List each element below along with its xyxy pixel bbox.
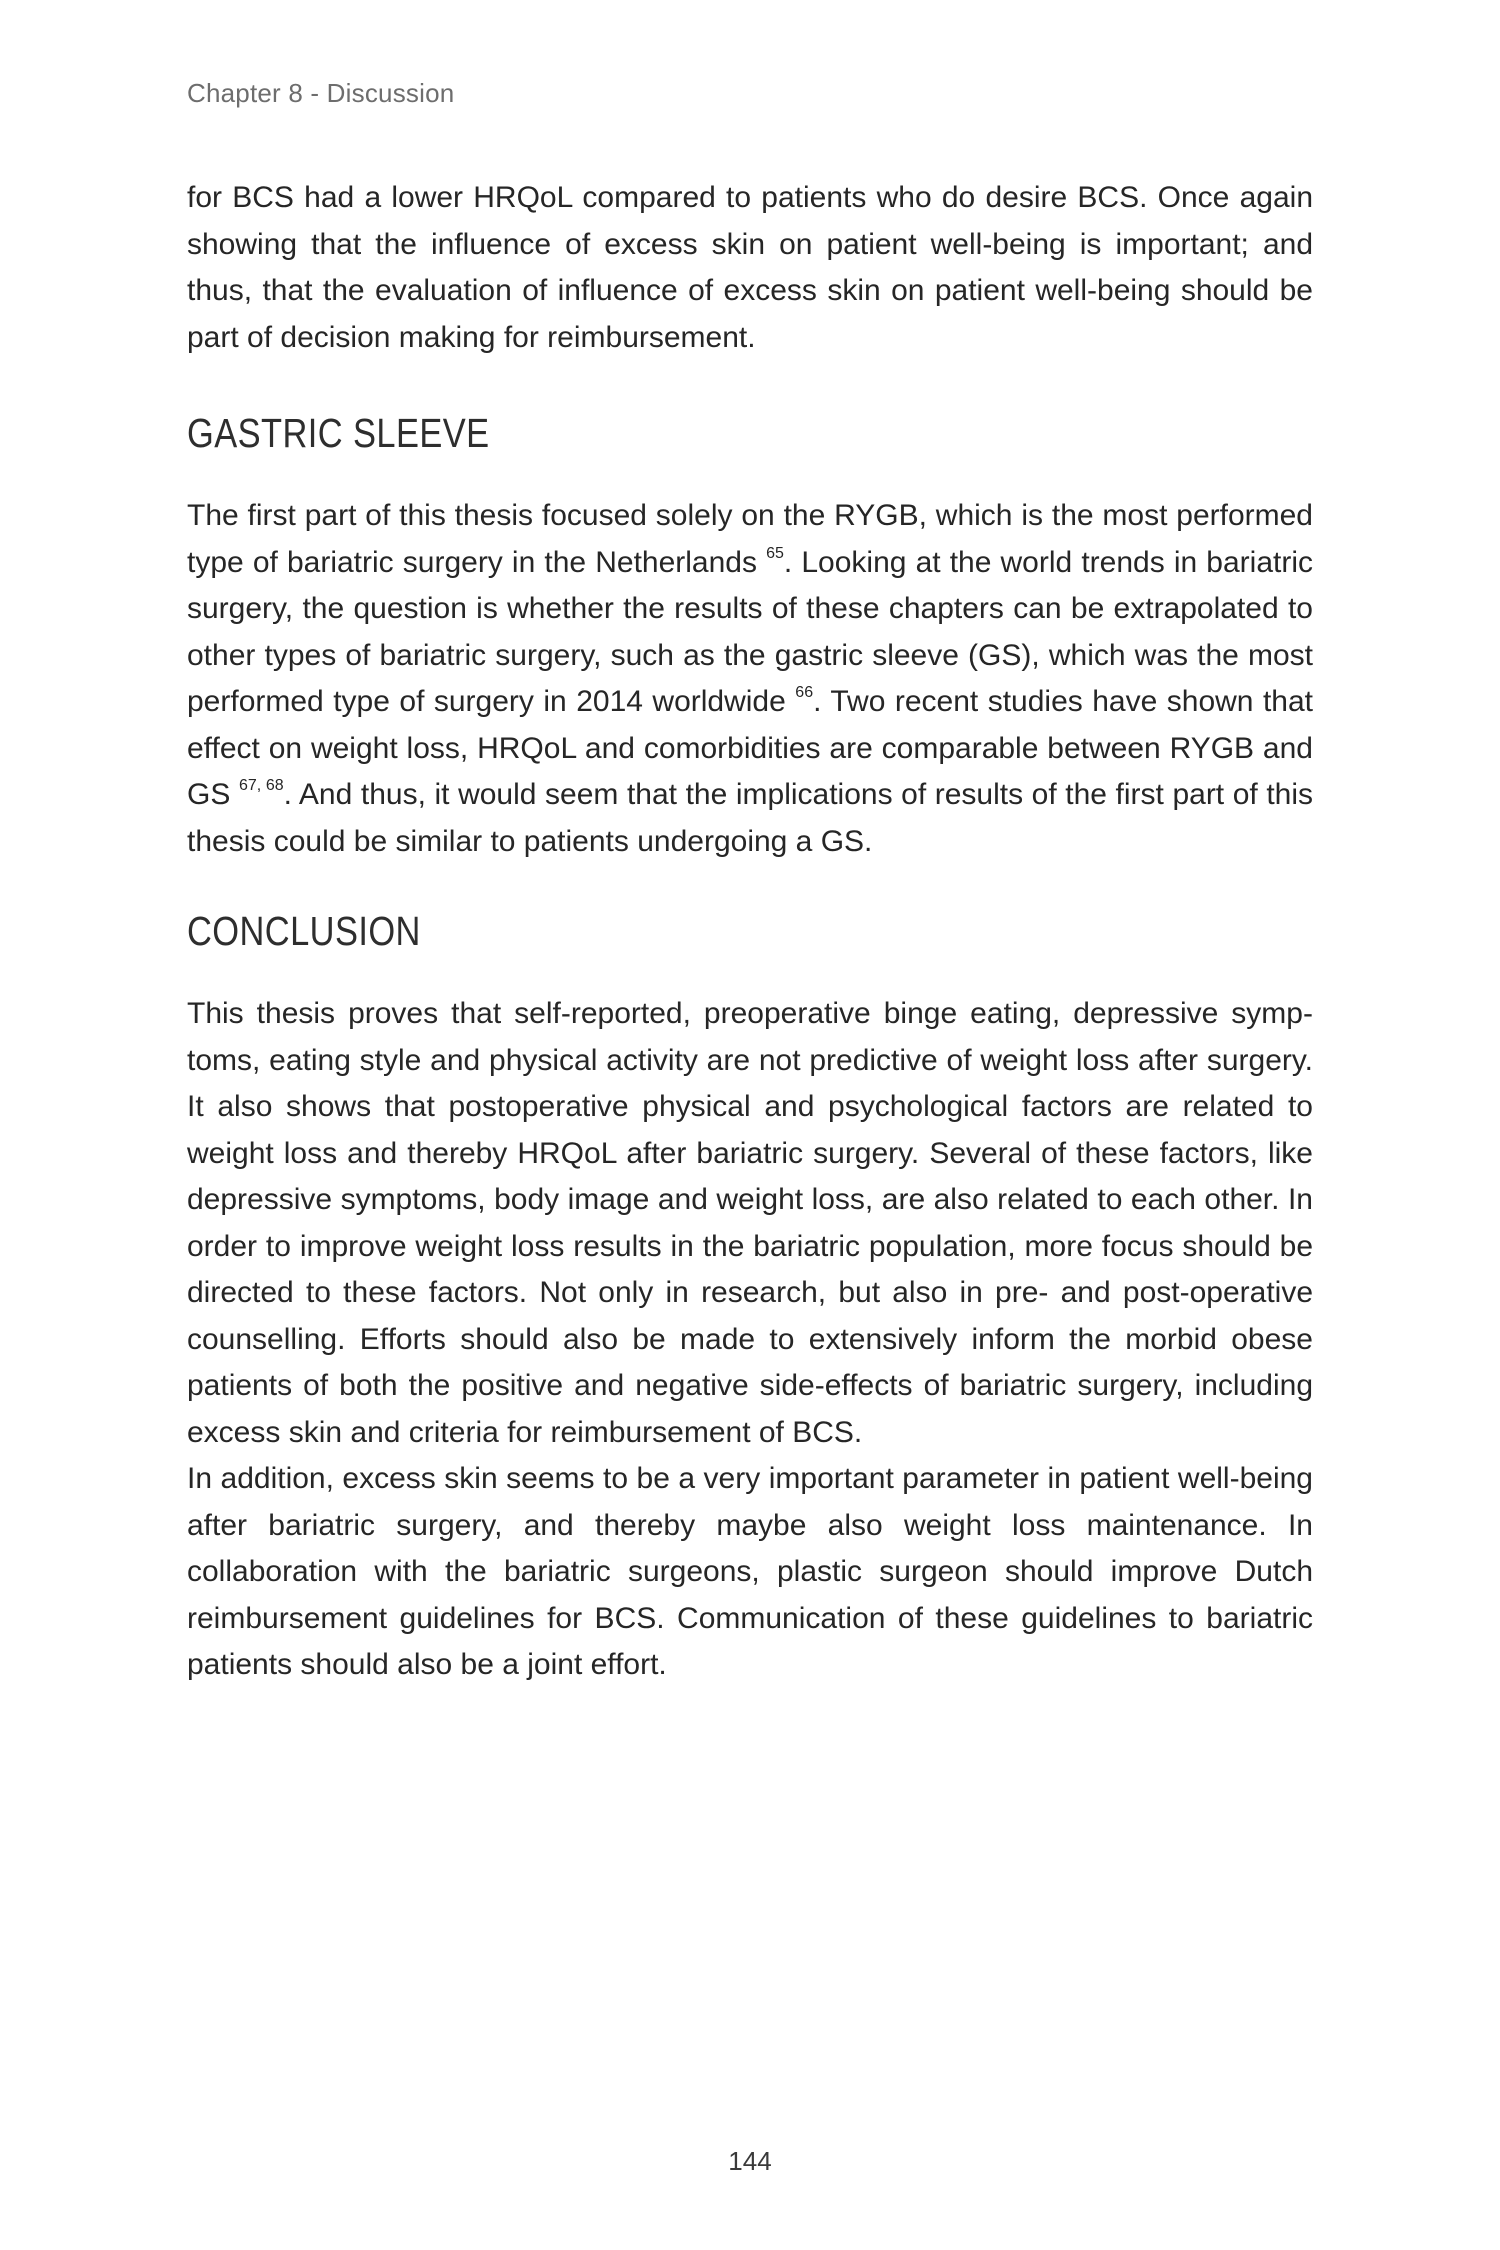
gastric-sleeve-text-1: The first part of this thesis focused solely on the RYGB, which is the most performed type of bariatric surgery in the Netherlands bbox=[187, 499, 1313, 579]
conclusion-paragraph-2: In addition, excess skin seems to be a very important parameter in patient well-being after bariatric surgery, and thereby maybe also weight loss maintenance. In collaboration with the bariatric surgeons, plastic surgeon should improve Dutch reimbursement guidelines for BCS. Communication of these guidelines to bariatric patients should also be a joint effort. bbox=[187, 1462, 1313, 1681]
page-number: 144 bbox=[728, 2146, 772, 2176]
running-header: Chapter 8 - Discussion bbox=[187, 78, 455, 108]
gastric-sleeve-paragraph bbox=[187, 493, 1313, 865]
reference-66: 66 bbox=[795, 684, 814, 701]
gastric-sleeve-heading: GASTRIC SLEEVE bbox=[187, 410, 490, 456]
intro-paragraph: for BCS had a lower HRQoL compared to patients who do desire BCS. Once again showing that the influence of excess skin on patient well-being is important; and thus, that the evaluation of influence of excess skin on patient well-being should be part of decision making for reimbursement. bbox=[187, 181, 1313, 354]
reference-67-68: 67, 68 bbox=[238, 777, 284, 794]
reference-65: 65 bbox=[766, 544, 784, 562]
gastric-sleeve-text-3: . Two recent studies have shown that effect on weight loss, HRQoL and comorbidities are comparable between RYGB and GS bbox=[187, 685, 1313, 811]
gastric-sleeve-text-2: . Looking at the world trends in bariatric surgery, the question is whether the results of these chapters can be extrapolated to other types of bariatric surgery, such as the gastric sleeve (GS), which was the most performed type of surgery in 2014 worldwide bbox=[187, 545, 1313, 718]
conclusion-heading: CONCLUSION bbox=[187, 908, 421, 954]
conclusion-paragraph-1: This thesis proves that self-reported, preoperative binge eating, depressive symptoms, eating style and physical activity are not predictive of weight loss after surgery. It also shows that postoperative physical and psychological factors are related to weight loss and thereby HRQoL after bariatric surgery. Several of these factors, like depressive symptoms, body image and weight loss, are also related to each other. In order to improve weight loss results in the bariatric population, more focus should be directed to these factors. Not only in research, but also in pre- and post-operative counselling. Efforts should also be made to extensively inform the morbid obese patients of both the positive and negative side-effects of bariatric surgery, including excess skin and criteria for reimbursement of BCS. bbox=[187, 997, 1313, 1449]
page-body bbox=[187, 175, 1313, 1689]
gastric-sleeve-text-4: . And thus, it would seem that the implications of results of the first part of this thesis could be similar to patients undergoing a GS. bbox=[187, 778, 1313, 858]
